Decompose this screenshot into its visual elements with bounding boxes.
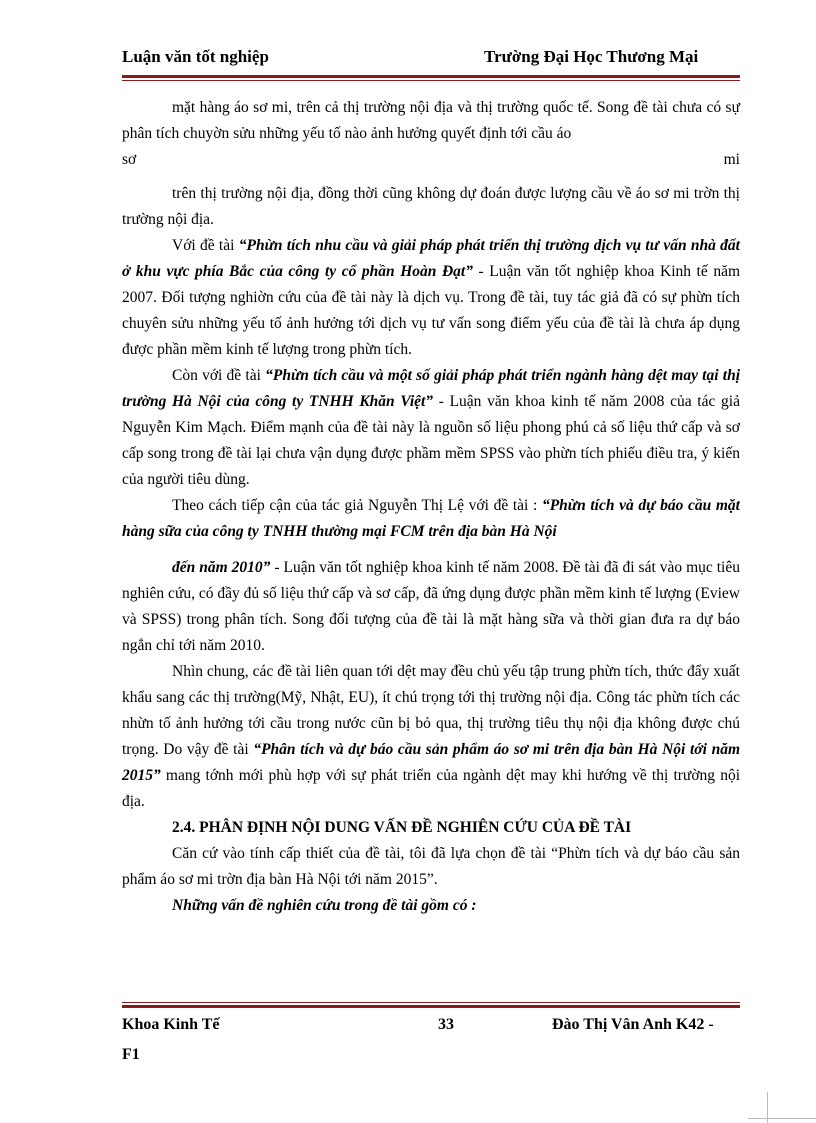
footer-left: Khoa Kinh Tế: [122, 1016, 220, 1033]
paragraph-1-text: mặt hàng áo sơ mi, trên cả thị trường nội địa và thị trường quốc tế. Song đề tài chưa có sự phân tích chuyờn sửu những yếu tố nào ảnh hưởng quyết định tới cầu áo: [122, 99, 740, 142]
crop-mark-horizontal: [748, 1118, 816, 1119]
paragraph-1: [122, 95, 740, 173]
paragraph-6-post: mang tớnh mới phù hợp với sự phát triển của ngành dệt may khi hướng về thị trường nội địa.: [122, 767, 740, 810]
footer-rule-thin: [122, 1002, 740, 1003]
header-left: Luận văn tốt nghiệp: [122, 47, 269, 66]
paragraph-3-pre: Với đề tài: [172, 237, 239, 254]
paragraph-6-title: “Phân tích và dự báo cầu sản phẩm áo sơ mi trên địa bàn Hà Nội tới năm 2015”: [122, 741, 740, 784]
paragraph-4-pre: Còn với đề tài: [172, 367, 266, 384]
paragraph-6: [122, 659, 740, 815]
paragraph-3-post: - Luận văn tốt nghiệp khoa Kinh tế năm 2007. Đối tượng nghiờn cứu của đề tài này là dịch vụ. Trong đề tài, tuy tác giả đã có sự phừn tích chuyên sửu những yếu tố ảnh hưởng tới dịch vụ tư vấn song điểm yếu của đề tài là chưa áp dụng được phần mềm kinh tế lượng trong phừn tích.: [122, 263, 740, 358]
header-rule-thin: [122, 80, 740, 81]
footer-right: Đào Thị Vân Anh K42 -: [552, 1016, 714, 1033]
paragraph-5-pre: Theo cách tiếp cận của tác giả Nguyễn Thị Lệ với đề tài :: [172, 497, 542, 514]
header-right: Trường Đại Học Thương Mại: [484, 47, 699, 66]
header-rule-thick: [122, 75, 740, 78]
section-heading: 2.4. PHÂN ĐỊNH NỘI DUNG VẤN ĐỀ NGHIÊN CỨU CỦA ĐỀ TÀI: [172, 819, 632, 836]
footer-wrap: F1: [122, 1046, 140, 1063]
paragraph-3-title: “Phừn tích nhu cầu và giải pháp phát triển thị trường dịch vụ tư vấn nhà đất ở khu vực phía Bắc của công ty cổ phần Hoàn Đạt”: [122, 237, 740, 280]
paragraph-8: [122, 893, 740, 919]
paragraph-7: [122, 841, 740, 893]
page-number: 33: [438, 1016, 454, 1033]
paragraph-4-title: “Phừn tích cầu và một số giải pháp phát triển ngành hàng dệt may tại thị trường Hà Nội của công ty TNHH Khăn Việt”: [122, 367, 740, 410]
paragraph-1-tail-left: sơ: [122, 151, 137, 168]
paragraph-2: [122, 181, 740, 233]
footer-rule-thick: [122, 1005, 740, 1008]
paragraph-5-post: - Luận văn tốt nghiệp khoa kinh tế năm 2008. Đề tài đã đi sát vào mục tiêu nghiên cứu, có đầy đủ số liệu thứ cấp và sơ cấp, đã ứng dụng được phần mềm kinh tế lượng (Eview và SPSS) trong phân tích. Song đối tượng của đề tài là mặt hàng sữa và thời gian đưa ra dự báo ngắn chỉ tới năm 2010.: [122, 559, 740, 654]
paragraph-4: [122, 363, 740, 493]
paragraph-5-title-a: “Phừn tích và dự báo cầu mặt hàng sữa của công ty TNHH thường mại FCM trên địa bàn Hà Nội: [122, 497, 740, 540]
paragraph-1-tail-right: mi: [723, 151, 740, 168]
paragraph-2-text: trên thị trường nội địa, đồng thời cũng không dự đoán được lượng cầu về áo sơ mi trờn thị trường nội địa.: [122, 185, 740, 228]
paragraph-4-post: - Luận văn khoa kinh tế năm 2008 của tác giả Nguyễn Kim Mạch. Điểm mạnh của đề tài này là nguồn số liệu phong phú cả số liệu thứ cấp và sơ cấp song trong đề tài lại chưa vận dụng được phầm mềm SPSS vào phừn tích phiếu điều tra, ý kiến của người tiêu dùng.: [122, 393, 740, 488]
document-body: [122, 95, 740, 919]
paragraph-1-tail: [122, 147, 740, 173]
paragraph-5: [122, 493, 740, 545]
paragraph-7-text: Căn cứ vào tính cấp thiết của đề tài, tôi đã lựa chọn đề tài “Phừn tích và dự báo cầu sản phẩm áo sơ mi trờn địa bàn Hà Nội tới năm 2015”.: [122, 845, 740, 888]
paragraph-8-text: Những vấn đề nghiên cứu trong đề tài gồm có :: [172, 897, 477, 914]
paragraph-6-pre: Nhìn chung, các đề tài liên quan tới dệt may đều chủ yếu tập trung phừn tích, thức đẩy xuất khẩu sang các thị trường(Mỹ, Nhật, EU), ít chú trọng tới thị trường nội địa. Công tác phừn tích các nhừn tố ảnh hưởng tới cầu trong nước cũn bị bỏ qua, thị trường tiêu thụ nội địa không được chú trọng. Do vậy đề tài: [122, 663, 740, 758]
paragraph-5-continued: [122, 555, 740, 659]
paragraph-3: [122, 233, 740, 363]
paragraph-5-title-b: đến năm 2010”: [172, 559, 271, 576]
